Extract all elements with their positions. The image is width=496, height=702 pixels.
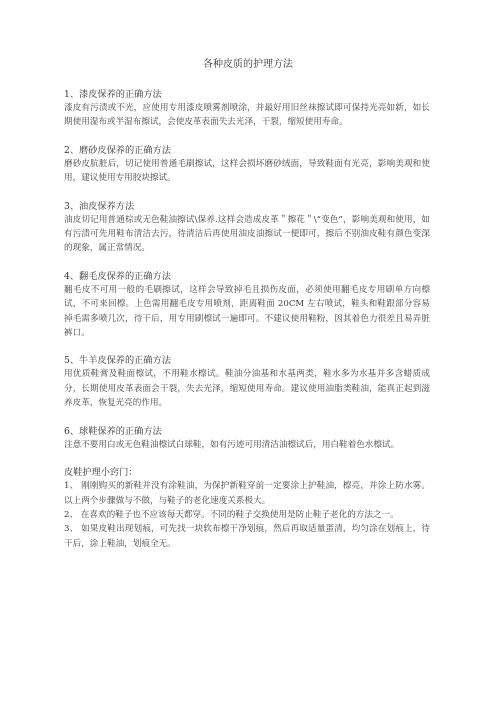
section-suede [64,144,430,186]
section-paragraph: 油皮切记用普通棕或无色鞋油擦试\保养.这样会造成皮革＂擦花＂\“变色”，影响美观和使用，如有污渍可先用鞋布清洁去污，待清洁后再使用油皮油擦试一便即可，擦后不别油皮鞋有颜色变深的现象，属正常情况。 [64,214,430,254]
section-heading: 5、牛羊皮保养的正确方法 [64,355,171,367]
section-tips [64,466,430,551]
section-paragraph: 翻毛皮不可用一般的毛刷擦试，这样会导致掉毛且损伤皮面，必须使用翻毛皮专用刷单方向檫试，不可来回檫。上色需用翻毛皮专用喷剂，距离鞋面 20CM 左右喷试，鞋头和鞋跟部分容易掉毛需多喷几次，待干后，用专用刷檫试一遍即可。不建议使用鞋粉，因其着色力很差且易弄脏裤口。 [64,284,430,339]
section-paragraph: 漆皮有污渍或不光，应使用专用漆皮喷雾剂喷涂，并最好用旧丝袜擦试即可保持光亮如新，如长期使用湿布或半湿布擦试，会使皮革表面失去光泽，干裂，缩短使用寿命。 [64,103,430,128]
tip-item: 2、 在喜欢的鞋子也不应该每天都穿。不同的鞋子交换使用是防止鞋子老化的方法之一。 [64,509,399,520]
section-heading: 3、油皮保养方法 [64,200,135,212]
section-heading: 6、球鞋保养的正确方法 [64,425,162,437]
section-heading: 2、磨砂皮保养的正确方法 [64,144,171,156]
document-body [64,88,430,565]
tip-item: 3、 如果皮鞋出现划痕，可先找一块软布檫干净划痕，然后再取适量蛋清，均匀涂在划痕上，待干后，涂上鞋油，划痕全无。 [64,524,430,549]
section-nubuck [64,270,430,341]
section-sneakers [64,425,430,452]
section-oil-leather [64,200,430,256]
tip-item: 1、 刚刚购买的新鞋并没有涂鞋油，为保护新鞋穿前一定要涂上护鞋油，檫亮，并涂上防水雾。以上两个步骤做与不做，与鞋子的老化速度关系极大。 [64,481,430,506]
section-heading: 1、漆皮保养的正确方法 [64,89,162,100]
document-title: 各种皮质的护理方法 [203,59,293,70]
section-paragraph: 用优质鞋膏及鞋面檫试，不用鞋水檫试。鞋油分油基和水基两类，鞋水多为水基并多含蜡质成分，长期使用皮革表面会干裂，失去光泽，缩短使用寿命。建议使用油脂类鞋油，能真正起到滋养皮革，恢复光亮的作用。 [64,369,430,409]
section-cow-sheep-leather [64,354,430,410]
section-patent-leather [64,88,430,130]
tips-heading: 皮鞋护理小窍门： [64,467,138,479]
section-paragraph: 注意不要用白或无色鞋油檫试白球鞋，如有污迹可用清洁油檫试后，用白鞋着色水檫试。 [64,439,400,450]
section-paragraph: 磨砂皮肮脏后，切记使用普通毛刷擦试，这样会损坏磨砂绒面，导致鞋面有光亮，影响美观和使用，建议使用专用胶块擦试。 [64,158,430,184]
section-heading: 4、翻毛皮保养的正确方法 [64,270,171,282]
